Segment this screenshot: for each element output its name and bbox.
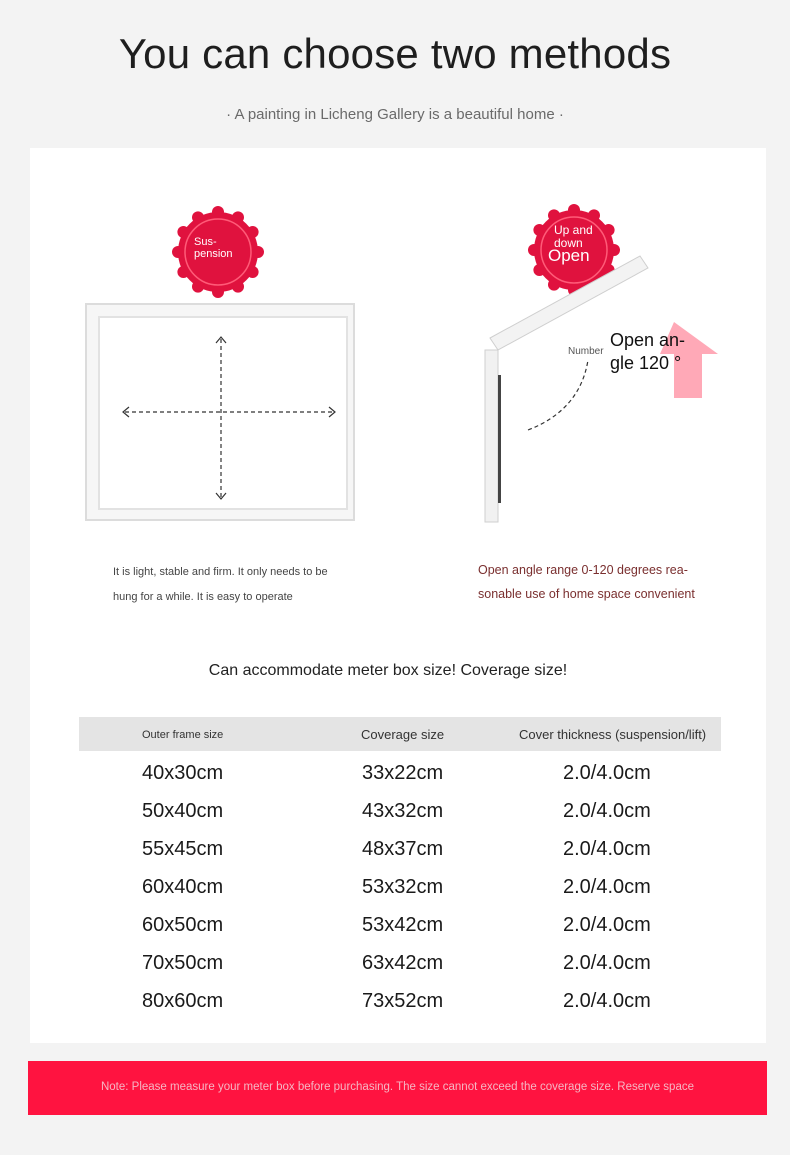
table-row	[0, 914, 790, 952]
table-row	[0, 952, 790, 990]
outer-frame-cell: 80x60cm	[142, 990, 224, 1012]
lift-badge-open-label: Open	[548, 246, 590, 265]
lift-badge-label: Up and down	[554, 223, 593, 250]
thickness-cell: 2.0/4.0cm	[563, 914, 651, 936]
size-table-header	[79, 717, 721, 751]
coverage-cell: 33x22cm	[362, 762, 444, 784]
thickness-cell: 2.0/4.0cm	[563, 876, 651, 898]
lift-description: Open angle range 0-120 degrees rea-sonable use of home space convenient	[478, 563, 695, 601]
outer-frame-cell: 60x40cm	[142, 876, 224, 898]
open-angle-label: Open an-gle 120 °	[610, 330, 686, 373]
note-banner	[28, 1061, 767, 1115]
coverage-cell: 53x42cm	[362, 914, 444, 936]
table-row	[0, 838, 790, 876]
coverage-cell: 53x32cm	[362, 876, 444, 898]
table-row	[0, 876, 790, 914]
note-text: Note: Please measure your meter box before purchasing. The size cannot exceed the coverage size. Reserve space	[100, 1081, 694, 1093]
thickness-cell: 2.0/4.0cm	[563, 800, 651, 822]
outer-frame-cell: 55x45cm	[142, 838, 224, 860]
suspension-badge-label: Sus- pension	[194, 236, 233, 260]
suspension-seal-badge	[172, 206, 264, 298]
page-subtitle: · A painting in Licheng Gallery is a beautiful home ·	[226, 106, 564, 123]
table-row	[0, 990, 790, 1028]
table-row	[0, 762, 790, 800]
thickness-cell: 2.0/4.0cm	[563, 952, 651, 974]
table-row	[0, 800, 790, 838]
column-header-coverage: Coverage size	[361, 727, 445, 742]
four-way-arrows-icon	[85, 303, 355, 521]
column-header-thickness: Cover thickness (suspension/lift)	[519, 727, 707, 742]
outer-frame-cell: 60x50cm	[142, 914, 224, 936]
outer-frame-cell: 40x30cm	[142, 762, 224, 784]
size-table-heading: Can accommodate meter box size! Coverage size!	[208, 662, 568, 679]
thickness-cell: 2.0/4.0cm	[563, 762, 651, 784]
lift-open-illustration	[480, 246, 730, 530]
coverage-cell: 73x52cm	[362, 990, 444, 1012]
thickness-cell: 2.0/4.0cm	[563, 990, 651, 1012]
coverage-cell: 48x37cm	[362, 838, 444, 860]
coverage-cell: 63x42cm	[362, 952, 444, 974]
page-title: You can choose two methods	[118, 30, 672, 77]
suspension-description: It is light, stable and firm. It only needs to be hung for a while. It is easy to operate	[113, 566, 328, 603]
outer-frame-cell: 70x50cm	[142, 952, 224, 974]
thickness-cell: 2.0/4.0cm	[563, 838, 651, 860]
coverage-cell: 43x32cm	[362, 800, 444, 822]
number-label: Number	[568, 346, 604, 357]
column-header-outer-frame: Outer frame size	[142, 729, 224, 741]
outer-frame-cell: 50x40cm	[142, 800, 224, 822]
